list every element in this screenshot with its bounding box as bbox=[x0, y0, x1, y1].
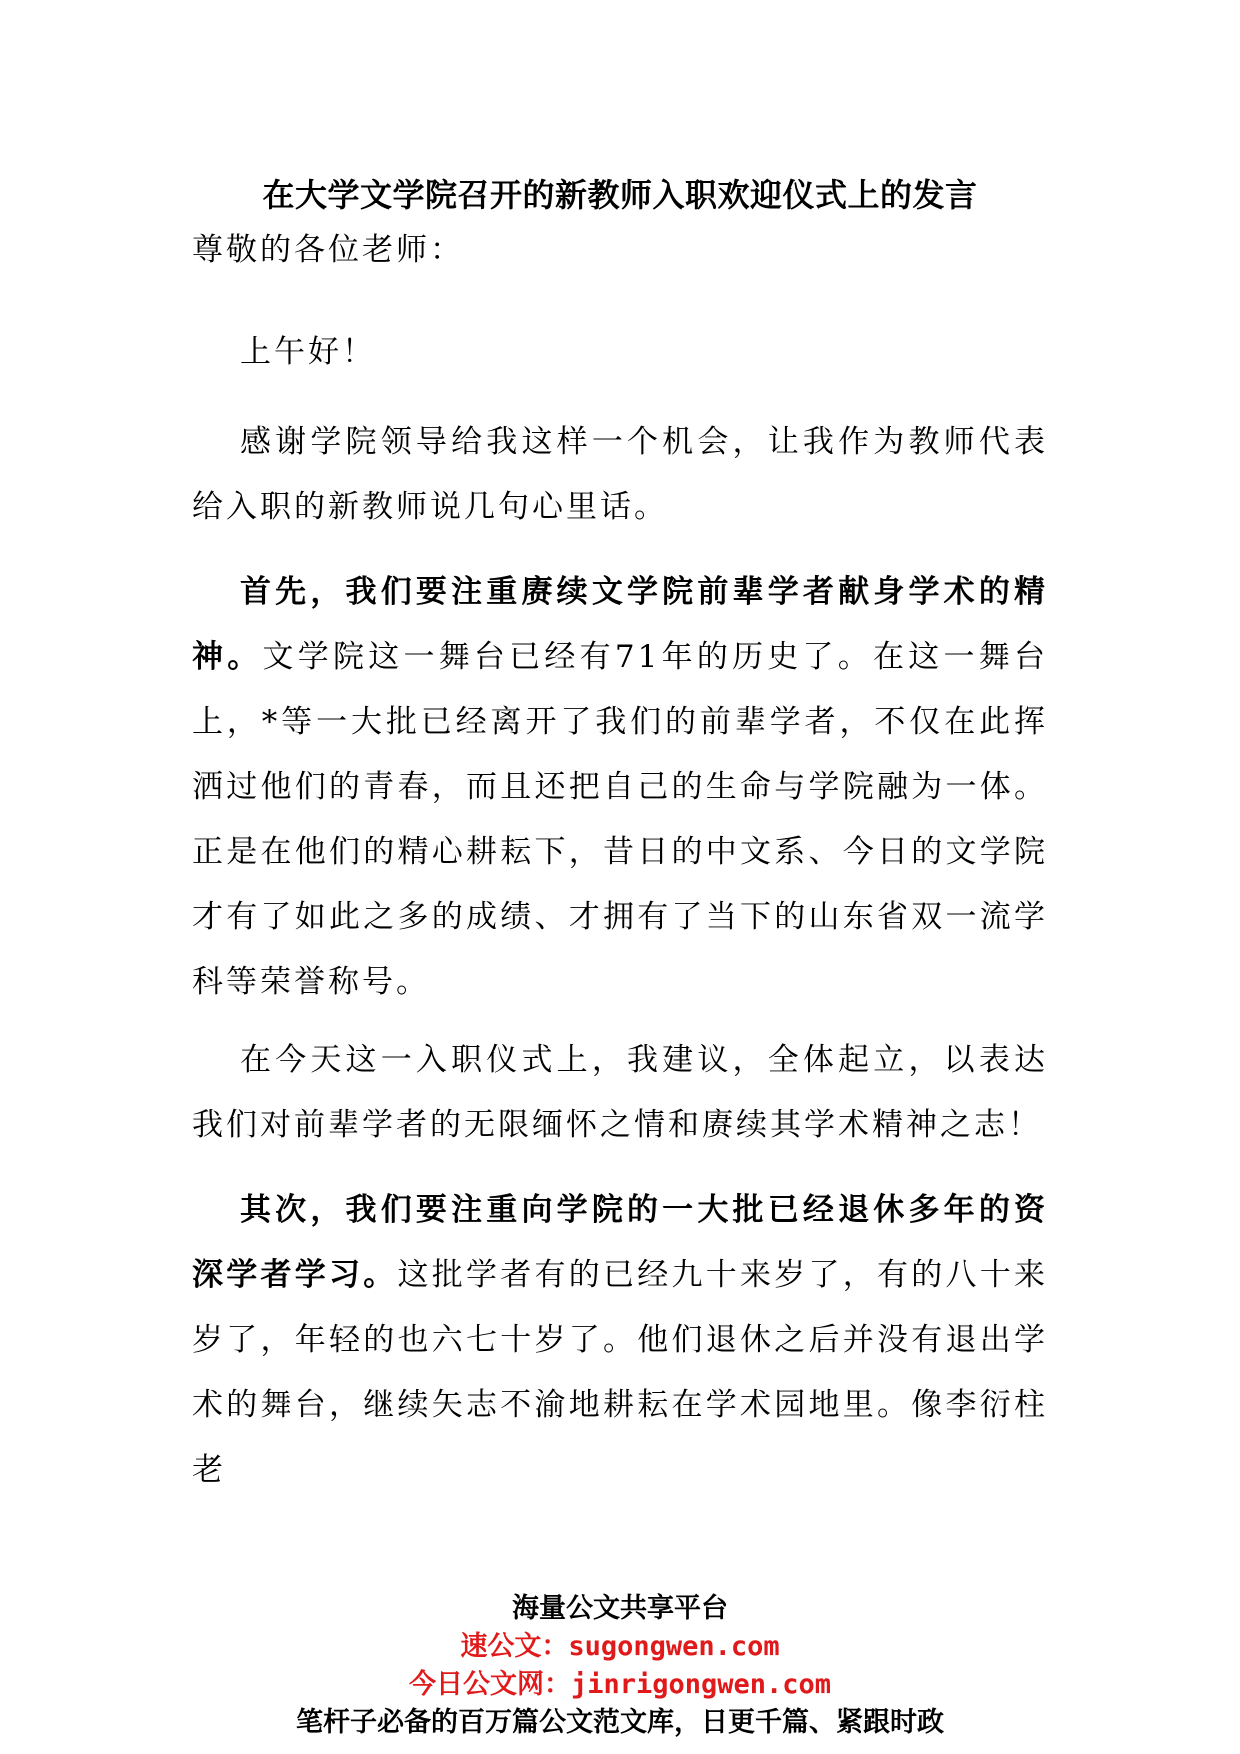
footer-site1[interactable] bbox=[0, 1628, 1240, 1666]
paragraph-text: 感谢学院领导给我这样一个机会，让我作为教师代表给入职的新教师说几句心里话。 bbox=[192, 424, 1048, 525]
footer-slogan: 笔杆子必备的百万篇公文范文库，日更千篇、紧跟时政 bbox=[296, 1707, 944, 1738]
footer-site2[interactable] bbox=[0, 1666, 1240, 1704]
footer-site2-url[interactable]: jinrigongwen.com bbox=[570, 1669, 832, 1700]
footer-platform: 海量公文共享平台 bbox=[512, 1593, 728, 1624]
paragraph-text: 文学院这一舞台已经有71年的历史了。在这一舞台上，*等一大批已经离开了我们的前辈学者，不仅在此挥洒过他们的青春，而且还把自己的生命与学院融为一体。正是在他们的精心耕耘下，昔日的中文系、今日的文学院才有了如此之多的成绩、才拥有了当下的山东省双一流学科等荣誉称号。 bbox=[192, 639, 1048, 1000]
paragraph-text: 这批学者有的已经九十来岁了，有的八十来岁了，年轻的也六七十岁了。他们退休之后并没有退出学术的舞台，继续矢志不渝地耕耘在学术园地里。像李衍柱老 bbox=[192, 1257, 1048, 1488]
paragraph-second-point bbox=[192, 1178, 1048, 1503]
footer-site2-label: 今日公文网： bbox=[408, 1669, 571, 1700]
paragraph-text: 在今天这一入职仪式上，我建议，全体起立，以表达我们对前辈学者的无限缅怀之情和赓续其学术精神之志！ bbox=[192, 1042, 1048, 1143]
footer-banner bbox=[0, 1590, 1240, 1742]
footer-site1-label: 速公文： bbox=[460, 1631, 569, 1662]
greeting: 上午好！ bbox=[240, 334, 376, 370]
paragraph-lead: 其次，我们要注重向学院的一大批已经退休多年的资深学者学习。 bbox=[192, 1192, 1048, 1293]
paragraph-suggestion bbox=[192, 1028, 1048, 1158]
paragraph-thanks bbox=[192, 410, 1048, 540]
paragraph-first-point bbox=[192, 560, 1048, 1015]
paragraph-lead: 首先，我们要注重赓续文学院前辈学者献身学术的精神。 bbox=[192, 574, 1048, 675]
salutation: 尊敬的各位老师： bbox=[192, 232, 464, 268]
document-title: 在大学文学院召开的新教师入职欢迎仪式上的发言 bbox=[262, 176, 978, 214]
footer-site1-url[interactable]: sugongwen.com bbox=[568, 1631, 780, 1662]
